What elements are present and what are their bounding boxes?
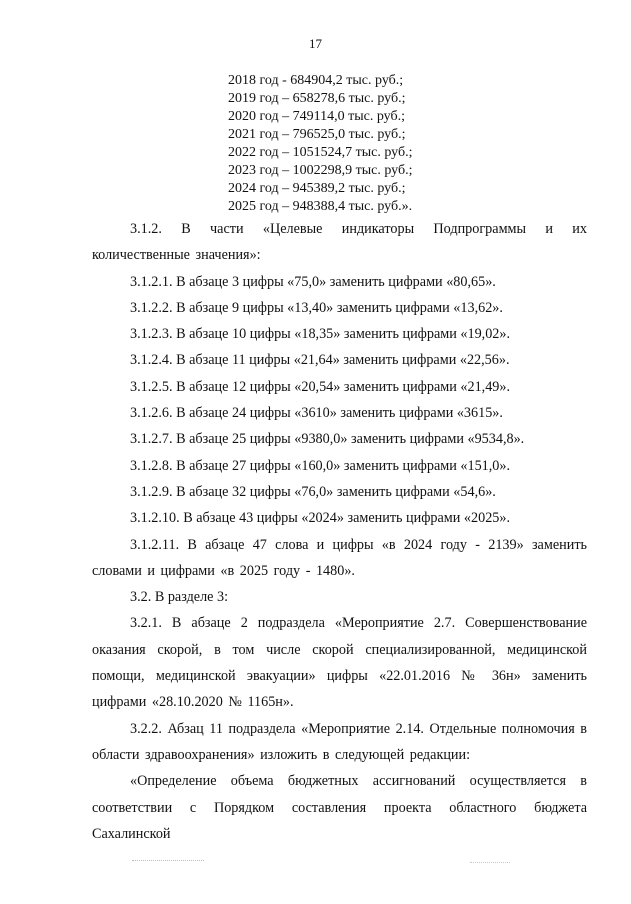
budget-line-2023: 2023 год – 1002298,9 тыс. руб.;	[228, 163, 413, 178]
budget-line-2025: 2025 год – 948388,4 тыс. руб.».	[228, 199, 413, 214]
paragraph-3-1-2-2: 3.1.2.2. В абзаце 9 цифры «13,40» заменить цифрами «13,62».	[130, 299, 503, 316]
paragraph-3-1-2-5: 3.1.2.5. В абзаце 12 цифры «20,54» заменить цифрами «21,49».	[130, 378, 511, 395]
paragraph-3-1-2-10: 3.1.2.10. В абзаце 43 цифры «2024» заменить цифрами «2025».	[130, 510, 511, 527]
paragraph-3-1-2: 3.1.2. В части «Целевые индикаторы Подпрограммы и их количественные значения»:	[92, 221, 587, 264]
budget-line-2024: 2024 год – 945389,2 тыс. руб.;	[228, 181, 406, 196]
budget-line-2021: 2021 год – 796525,0 тыс. руб.;	[228, 127, 406, 142]
scan-artifact-right	[470, 862, 510, 867]
paragraph-3-1-2-9: 3.1.2.9. В абзаце 32 цифры «76,0» заменить цифрами «54,6».	[130, 483, 496, 500]
paragraph-3-2: 3.2. В разделе 3:	[130, 589, 229, 606]
paragraph-3-2-2: 3.2.2. Абзац 11 подраздела «Мероприятие 2.14. Отдельные полномочия в области здравоохранения» изложить в следующей редакции:	[92, 720, 587, 763]
paragraph-3-1-2-8: 3.1.2.8. В абзаце 27 цифры «160,0» заменить цифрами «151,0».	[130, 457, 511, 474]
page-number: 17	[309, 36, 322, 51]
scan-artifact-left	[132, 860, 204, 865]
budget-list	[228, 72, 413, 216]
paragraph-3-1-2-7: 3.1.2.7. В абзаце 25 цифры «9380,0» заменить цифрами «9534,8».	[130, 431, 525, 448]
budget-line-2020: 2020 год – 749114,0 тыс. руб.;	[228, 109, 405, 124]
paragraph-3-1-2-6: 3.1.2.6. В абзаце 24 цифры «3610» заменить цифрами «3615».	[130, 405, 503, 422]
paragraph-3-2-1: 3.2.1. В абзаце 2 подраздела «Мероприятие 2.7. Совершенствование оказания скорой, в том числе скорой специализированной, медицинской помощи, медицинской эвакуации» цифры «22.01.2016 № 36н» заменить цифрами «28.10.2020 № 1165н».	[92, 615, 587, 711]
budget-line-2022: 2022 год – 1051524,7 тыс. руб.;	[228, 145, 413, 160]
document-body	[92, 216, 587, 847]
budget-line-2018: 2018 год - 684904,2 тыс. руб.;	[228, 73, 404, 88]
paragraph-3-1-2-11: 3.1.2.11. В абзаце 47 слова и цифры «в 2024 году - 2139» заменить словами и цифрами «в 2025 году - 1480».	[92, 536, 587, 579]
paragraph-3-1-2-4: 3.1.2.4. В абзаце 11 цифры «21,64» заменить цифрами «22,56».	[130, 352, 510, 369]
paragraph-3-1-2-1: 3.1.2.1. В абзаце 3 цифры «75,0» заменить цифрами «80,65».	[130, 273, 496, 290]
budget-line-2019: 2019 год – 658278,6 тыс. руб.;	[228, 91, 406, 106]
paragraph-quoted-amendment: «Определение объема бюджетных ассигнований осуществляется в соответствии с Порядком составления проекта областного бюджета Сахалинской	[92, 773, 587, 842]
paragraph-3-1-2-3: 3.1.2.3. В абзаце 10 цифры «18,35» заменить цифрами «19,02».	[130, 326, 511, 343]
